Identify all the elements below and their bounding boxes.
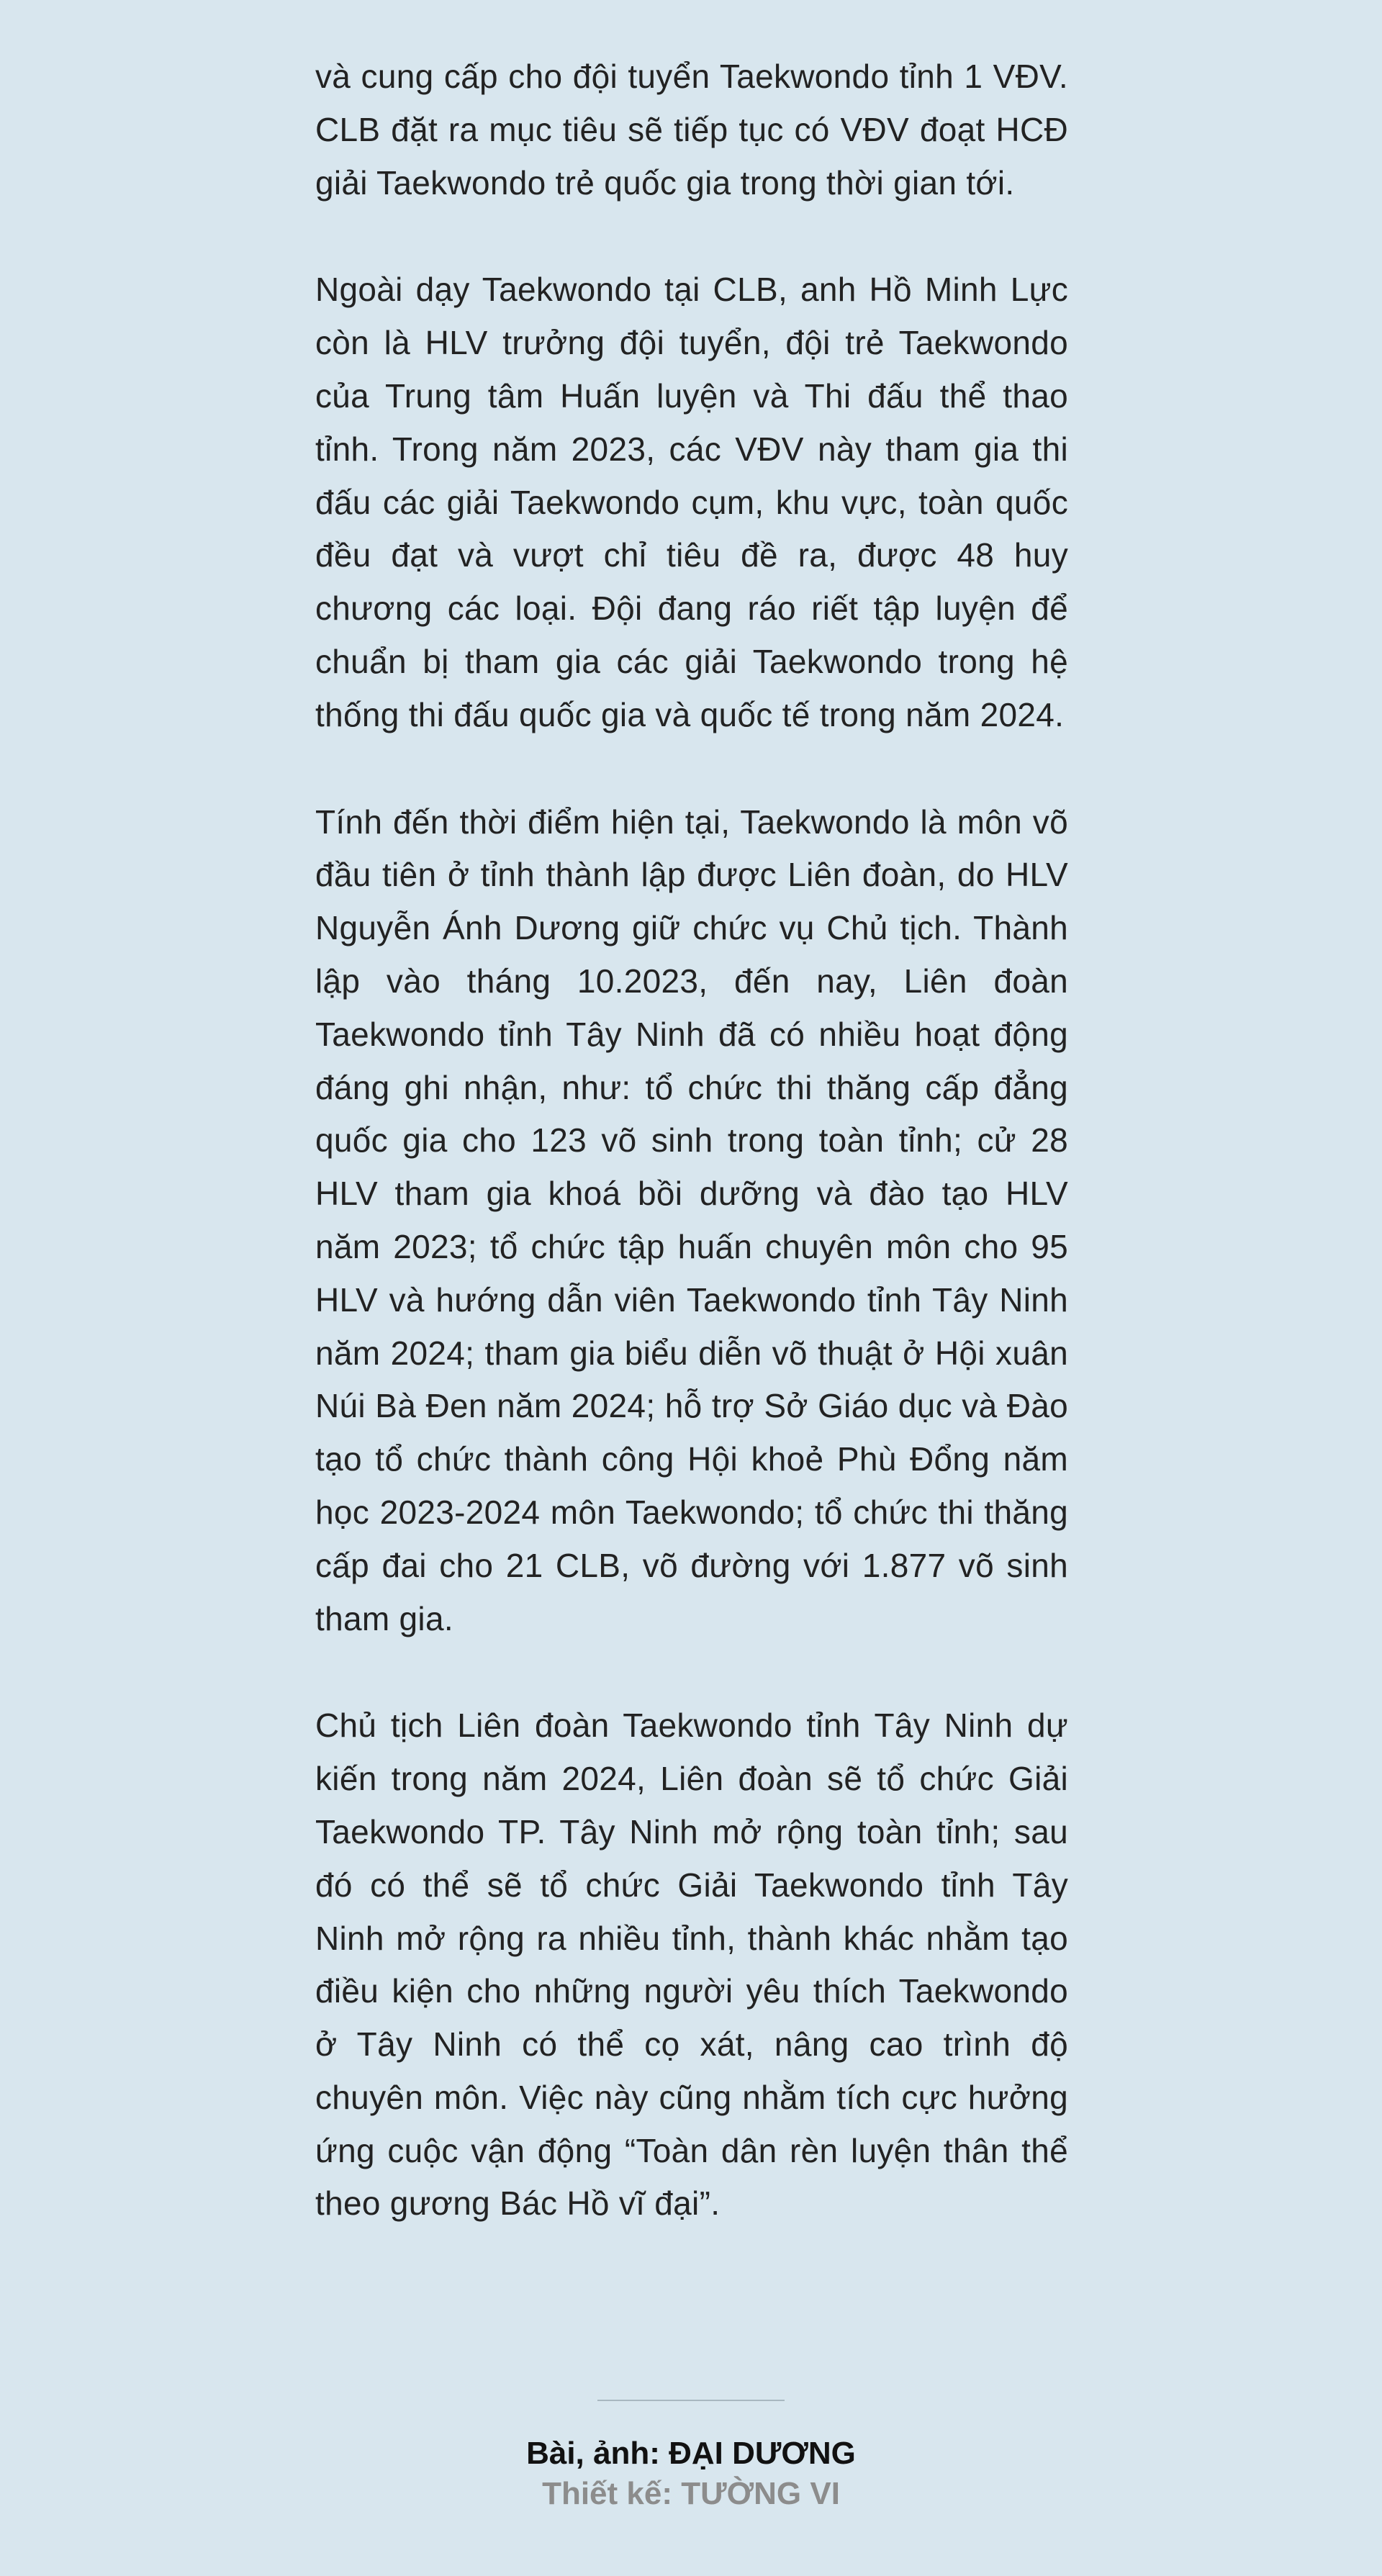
design-credit: Thiết kế: TƯỜNG VI: [542, 2476, 840, 2511]
article-paragraph: và cung cấp cho đội tuyển Taekwondo tỉnh 1 VĐV. CLB đặt ra mục tiêu sẽ tiếp tục có VĐV đoạt HCĐ giải Taekwondo trẻ quốc gia trong thời gian tới.: [315, 58, 1068, 202]
article-body: [315, 50, 1068, 2284]
article-paragraph: Chủ tịch Liên đoàn Taekwondo tỉnh Tây Ninh dự kiến trong năm 2024, Liên đoàn sẽ tổ chức Giải Taekwondo TP. Tây Ninh mở rộng toàn tỉnh; sau đó có thể sẽ tổ chức Giải Taekwondo tỉnh Tây Ninh mở rộng ra nhiều tỉnh, thành khác nhằm tạo điều kiện cho những người yêu thích Taekwondo ở Tây Ninh có thể cọ xát, nâng cao trình độ chuyên môn. Việc này cũng nhằm tích cực hưởng ứng cuộc vận động “Toàn dân rèn luyện thân thể theo gương Bác Hồ vĩ đại”.: [315, 1707, 1068, 2223]
article-paragraph: Ngoài dạy Taekwondo tại CLB, anh Hồ Minh Lực còn là HLV trưởng đội tuyển, đội trẻ Taekwondo của Trung tâm Huấn luyện và Thi đấu thể thao tỉnh. Trong năm 2023, các VĐV này tham gia thi đấu các giải Taekwondo cụm, khu vực, toàn quốc đều đạt và vượt chỉ tiêu đề ra, được 48 huy chương các loại. Đội đang ráo riết tập luyện để chuẩn bị tham gia các giải Taekwondo trong hệ thống thi đấu quốc gia và quốc tế trong năm 2024.: [315, 271, 1068, 733]
article-paragraph: Tính đến thời điểm hiện tại, Taekwondo là môn võ đầu tiên ở tỉnh thành lập được Liên đoàn, do HLV Nguyễn Ánh Dương giữ chức vụ Chủ tịch. Thành lập vào tháng 10.2023, đến nay, Liên đoàn Taekwondo tỉnh Tây Ninh đã có nhiều hoạt động đáng ghi nhận, như: tổ chức thi thăng cấp đẳng quốc gia cho 123 võ sinh trong toàn tỉnh; cử 28 HLV tham gia khoá bồi dưỡng và đào tạo HLV năm 2023; tổ chức tập huấn chuyên môn cho 95 HLV và hướng dẫn viên Taekwondo tỉnh Tây Ninh năm 2024; tham gia biểu diễn võ thuật ở Hội xuân Núi Bà Đen năm 2024; hỗ trợ Sở Giáo dục và Đào tạo tổ chức thành công Hội khoẻ Phù Đổng năm học 2023-2024 môn Taekwondo; tổ chức thi thăng cấp đai cho 21 CLB, võ đường với 1.877 võ sinh tham gia.: [315, 803, 1068, 1637]
author-credit: Bài, ảnh: ĐẠI DƯƠNG: [526, 2436, 856, 2471]
credits-block: [0, 2433, 1382, 2514]
credits-divider: [597, 2400, 785, 2401]
